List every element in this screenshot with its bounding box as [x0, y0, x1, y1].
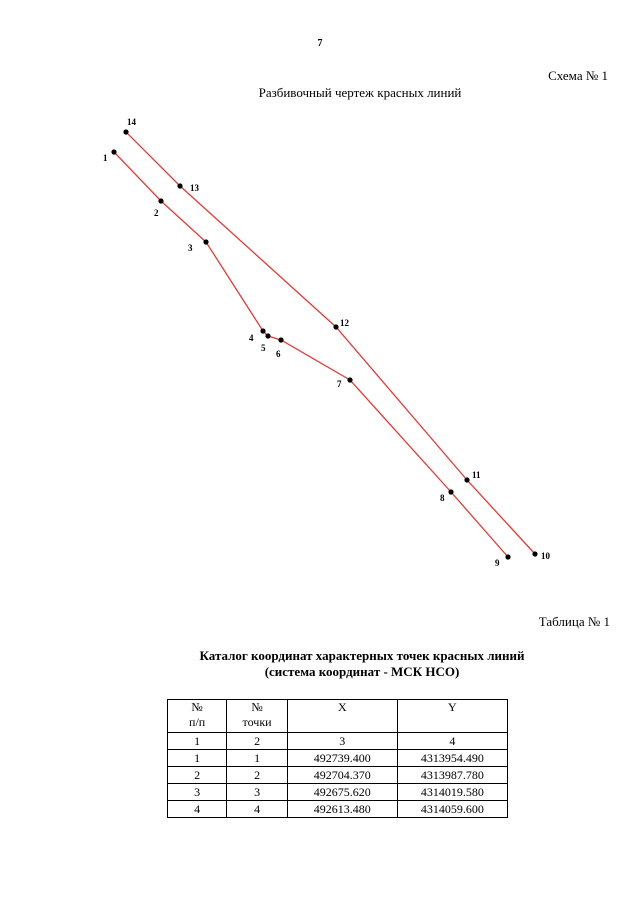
point-7-marker: [347, 377, 352, 382]
table-cell: 2: [168, 767, 227, 784]
point-label-8: 8: [440, 493, 445, 503]
table-cell: 492613.480: [287, 801, 397, 818]
table-cell: 2: [227, 767, 288, 784]
table-cell: 4: [397, 733, 507, 750]
table-label: Таблица № 1: [538, 614, 610, 629]
table-cell: 492704.370: [287, 767, 397, 784]
page-number: 7: [317, 38, 323, 49]
table-cell: 4: [227, 801, 288, 818]
table-cell: 4: [168, 801, 227, 818]
point-8-marker: [448, 489, 453, 494]
header-row-number-line-1: №: [191, 700, 203, 714]
red-line-north: [126, 132, 535, 554]
table-cell: 2: [227, 733, 288, 750]
table-cell: 1: [227, 750, 288, 767]
table-cell: 4314019.580: [397, 784, 507, 801]
point-3-marker: [203, 239, 208, 244]
table-cell: 4313954.490: [397, 750, 507, 767]
catalog-title-line-2: (система координат - МСК НСО): [264, 664, 460, 679]
point-label-9: 9: [495, 558, 500, 568]
point-2-marker: [158, 198, 163, 203]
header-row-number: [168, 700, 227, 733]
point-5-marker: [265, 333, 270, 338]
point-4-marker: [260, 328, 265, 333]
header-point-number-line-2: точки: [242, 715, 272, 729]
point-13-marker: [177, 183, 182, 188]
header-point-number: [227, 700, 288, 733]
point-labels: [103, 117, 551, 568]
table-cell: 3: [168, 784, 227, 801]
point-label-2: 2: [154, 208, 159, 218]
point-11-marker: [464, 477, 469, 482]
table-cell: 3: [227, 784, 288, 801]
header-point-number-line-1: №: [251, 700, 263, 714]
point-label-5: 5: [261, 343, 266, 353]
table-header-row: [168, 700, 508, 733]
point-label-3: 3: [188, 243, 193, 253]
table-cell: 1: [168, 750, 227, 767]
table-cell: 492675.620: [287, 784, 397, 801]
header-y-label: Y: [448, 700, 457, 714]
catalog-title: [0, 648, 640, 680]
point-label-4: 4: [249, 333, 254, 343]
table-cell: 1: [168, 733, 227, 750]
table-cell: 4313987.780: [397, 767, 507, 784]
table-row: [168, 784, 508, 801]
point-10-marker: [532, 551, 537, 556]
red-line-south: [114, 152, 508, 557]
table-cell: 3: [287, 733, 397, 750]
point-6-marker: [278, 337, 283, 342]
point-label-12: 12: [340, 318, 349, 328]
point-9-marker: [505, 554, 510, 559]
header-x: [287, 700, 397, 733]
catalog-title-line-1: Каталог координат характерных точек красных линий: [199, 648, 525, 663]
point-markers: [111, 129, 537, 559]
scheme-title: Разбивочный чертеж красных линий: [258, 85, 462, 100]
point-1-marker: [111, 149, 116, 154]
scheme-label: Схема № 1: [548, 68, 608, 83]
table-row: [168, 801, 508, 818]
point-label-10: 10: [541, 551, 550, 561]
header-y: [397, 700, 507, 733]
point-label-7: 7: [337, 379, 342, 389]
table-cell: 4314059.600: [397, 801, 507, 818]
table-row: [168, 750, 508, 767]
point-label-14: 14: [127, 117, 136, 127]
table-row: [168, 767, 508, 784]
point-12-marker: [333, 324, 338, 329]
table-cell: 492739.400: [287, 750, 397, 767]
header-row-number-line-2: п/п: [189, 715, 206, 729]
point-label-1: 1: [103, 153, 108, 163]
coordinates-table: [167, 699, 508, 818]
point-label-13: 13: [190, 183, 199, 193]
header-x-label: X: [337, 700, 347, 714]
point-label-6: 6: [276, 349, 281, 359]
point-label-11: 11: [472, 470, 481, 480]
point-14-marker: [123, 129, 128, 134]
table-index-row: [168, 733, 508, 750]
